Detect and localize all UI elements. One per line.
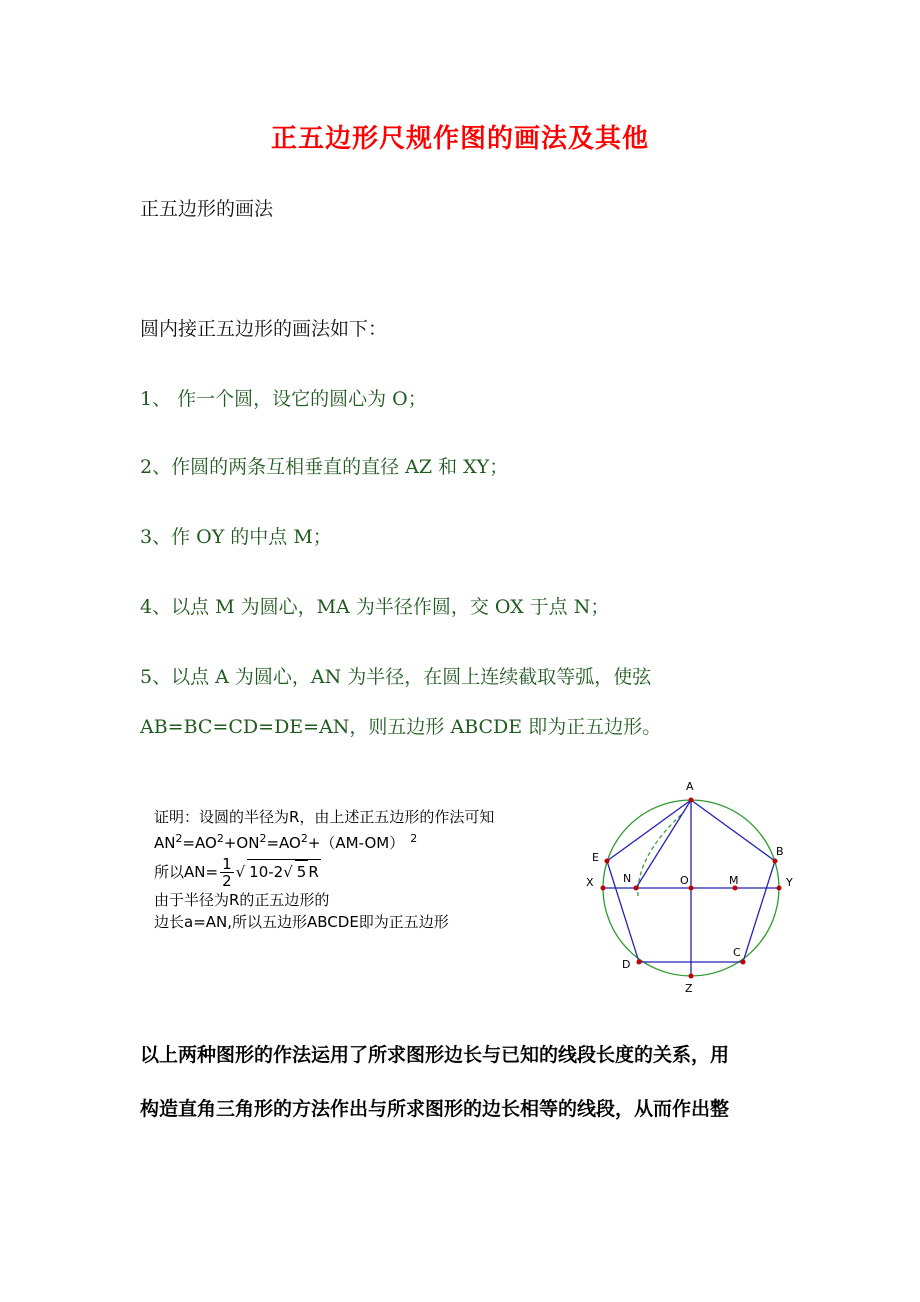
label-m: M bbox=[729, 874, 739, 887]
exponent: 2 bbox=[410, 832, 418, 845]
proof-text: =AO bbox=[266, 834, 301, 852]
proof-text: AN bbox=[154, 834, 176, 852]
conclusion-paragraph bbox=[140, 1028, 790, 1136]
numerator: 1 bbox=[222, 855, 232, 873]
proof-line-4: 由于半径为R的正五边形的 bbox=[154, 891, 330, 909]
exponent: 2 bbox=[175, 832, 183, 845]
step-4: 4、以点 M 为圆心，MA 为半径作圆，交 OX 于点 N； bbox=[140, 596, 610, 618]
inner-radicand: 5 bbox=[295, 860, 309, 883]
page-title: 正五边形尺规作图的画法及其他 bbox=[270, 124, 649, 154]
point-b bbox=[773, 859, 778, 864]
proof-block bbox=[154, 806, 494, 933]
label-e: E bbox=[592, 851, 599, 864]
step-2: 2、作圆的两条互相垂直的直径 AZ 和 XY； bbox=[140, 456, 509, 478]
step-3: 3、作 OY 的中点 M； bbox=[140, 526, 332, 548]
point-x bbox=[601, 886, 606, 891]
exponent: 2 bbox=[300, 832, 308, 845]
label-a: A bbox=[686, 780, 694, 793]
fraction bbox=[220, 856, 234, 889]
point-z bbox=[689, 974, 694, 979]
label-x: X bbox=[586, 876, 594, 889]
section-heading: 正五边形的画法 bbox=[140, 198, 274, 220]
proof-text: +ON bbox=[223, 834, 260, 852]
proof-line-5: 边长a=AN,所以五边形ABCDE即为正五边形 bbox=[154, 913, 449, 931]
denominator: 2 bbox=[222, 872, 232, 890]
point-n bbox=[634, 886, 639, 891]
radicand bbox=[247, 859, 321, 883]
point-y bbox=[777, 886, 782, 891]
label-b: B bbox=[776, 845, 784, 858]
conclusion-line-2: 构造直角三角形的方法作出与所求图形的边长相等的线段，从而作出整 bbox=[140, 1098, 730, 1120]
intro-text: 圆内接正五边形的画法如下： bbox=[140, 318, 388, 340]
point-c bbox=[741, 960, 746, 965]
proof-text: 所以AN= bbox=[154, 863, 219, 881]
arc-construction bbox=[638, 812, 684, 896]
label-z: Z bbox=[685, 982, 693, 995]
point-a bbox=[689, 798, 694, 803]
point-d bbox=[637, 960, 642, 965]
label-y: Y bbox=[786, 876, 793, 889]
label-o: O bbox=[680, 874, 689, 887]
proof-line-3 bbox=[154, 856, 494, 889]
proof-text: 10-2 bbox=[249, 863, 284, 881]
proof-line-1: 证明：设圆的半径为R，由上述正五边形的作法可知 bbox=[154, 808, 495, 826]
point-e bbox=[605, 859, 610, 864]
sqrt-symbol: √ bbox=[235, 863, 246, 881]
point-o bbox=[689, 886, 694, 891]
step-1: 1、 作一个圆，设它的圆心为 O； bbox=[140, 388, 427, 410]
proof-text: R bbox=[308, 863, 319, 881]
proof-text: =AO bbox=[182, 834, 217, 852]
step-5: 5、以点 A 为圆心，AN 为半径，在圆上连续截取等弧，使弦 bbox=[140, 666, 652, 688]
conclusion-line-1: 以上两种图形的作法运用了所求图形边长与已知的线段长度的关系，用 bbox=[140, 1044, 730, 1066]
exponent: 2 bbox=[259, 832, 267, 845]
exponent: 2 bbox=[216, 832, 224, 845]
label-c: C bbox=[733, 946, 741, 959]
sqrt-symbol: √ bbox=[283, 863, 293, 881]
pentagon-construction-figure bbox=[580, 776, 820, 1002]
label-d: D bbox=[622, 958, 631, 971]
step-5-continued: AB=BC=CD=DE=AN，则五边形 ABCDE 即为正五边形。 bbox=[140, 716, 662, 738]
proof-line-2 bbox=[154, 828, 494, 854]
label-n: N bbox=[623, 872, 632, 885]
proof-text: +（AM-OM） bbox=[307, 834, 405, 852]
